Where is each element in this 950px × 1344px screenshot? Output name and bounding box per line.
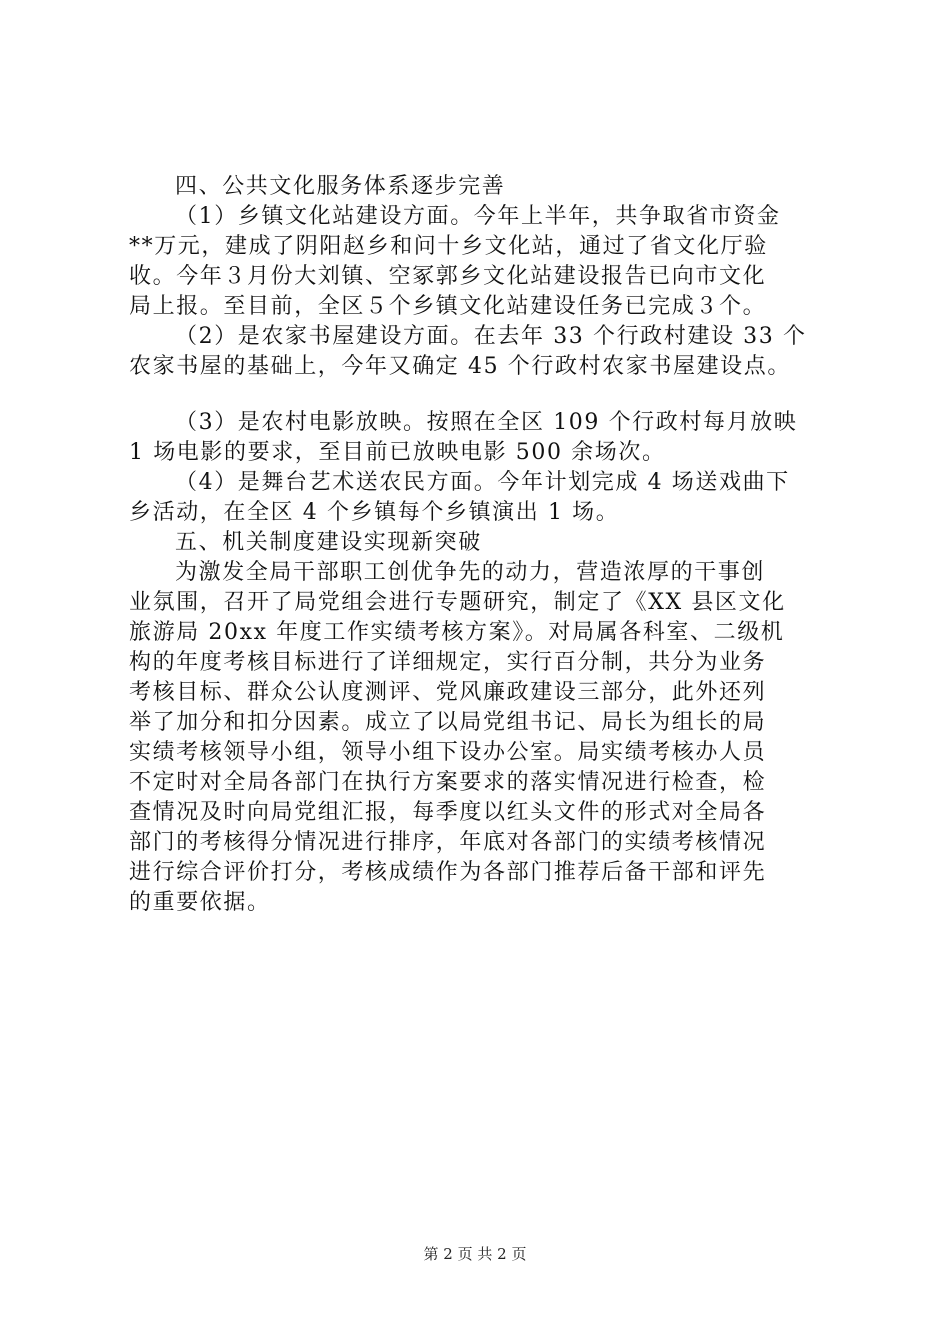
paragraph-line: 业氛围，召开了局党组会进行专题研究，制定了《XX 县区文化 (129, 590, 786, 615)
paragraph-line: 的重要依据。 (129, 890, 271, 915)
paragraph-line: 不定时对全局各部门在执行方案要求的落实情况进行检查，检 (129, 770, 767, 795)
paragraph-spacer (129, 382, 829, 408)
paragraph-line: （1）乡镇文化站建设方面。今年上半年，共争取省市资金 (175, 204, 781, 229)
section-heading-5: 五、机关制度建设实现新突破 (175, 530, 482, 555)
item-2-paragraph (129, 322, 829, 382)
paragraph-line: （3）是农村电影放映。按照在全区 109 个行政村每月放映 (175, 410, 798, 435)
section-5-paragraph (129, 558, 829, 918)
paragraph-line: 进行综合评价打分，考核成绩作为各部门推荐后备干部和评先 (129, 860, 767, 885)
paragraph-line: 举了加分和扣分因素。成立了以局党组书记、局长为组长的局 (129, 710, 767, 735)
paragraph-line: 为激发全局干部职工创优争先的动力，营造浓厚的干事创 (175, 560, 766, 585)
paragraph-line: **万元，建成了阴阳赵乡和问十乡文化站，通过了省文化厅验 (129, 234, 768, 259)
section-heading-4: 四、公共文化服务体系逐步完善 (175, 174, 506, 199)
page-footer (0, 1244, 950, 1264)
paragraph-line: 收。今年３月份大刘镇、空冢郭乡文化站建设报告已向市文化 (129, 264, 767, 289)
paragraph-line: 部门的考核得分情况进行排序，年底对各部门的实绩考核情况 (129, 830, 767, 855)
paragraph-line: 查情况及时向局党组汇报，每季度以红头文件的形式对全局各 (129, 800, 767, 825)
paragraph-line: 乡活动，在全区 4 个乡镇每个乡镇演出 1 场。 (129, 500, 620, 525)
paragraph-line: （2）是农家书屋建设方面。在去年 33 个行政村建设 33 个 (175, 324, 807, 349)
paragraph-line: 旅游局 20xx 年度工作实绩考核方案》。对局属各科室、二级机 (129, 620, 785, 645)
item-4-paragraph (129, 468, 829, 528)
paragraph-line: 局上报。至目前，全区５个乡镇文化站建设任务已完成３个。 (129, 294, 767, 319)
paragraph-line: 考核目标、群众公认度测评、党风廉政建设三部分，此外还列 (129, 680, 767, 705)
paragraph-line: 实绩考核领导小组，领导小组下设办公室。局实绩考核办人员 (129, 740, 767, 765)
paragraph-line: 构的年度考核目标进行了详细规定，实行百分制，共分为业务 (129, 650, 767, 675)
document-body (129, 172, 829, 918)
paragraph-line: （4）是舞台艺术送农民方面。今年计划完成 4 场送戏曲下 (175, 470, 790, 495)
item-3-paragraph (129, 408, 829, 468)
paragraph-line: 1 场电影的要求，至目前已放映电影 500 余场次。 (129, 440, 666, 465)
paragraph-line: 农家书屋的基础上，今年又确定 45 个行政村农家书屋建设点。 (129, 354, 791, 379)
page-number: 第 2 页 共 2 页 (423, 1245, 527, 1263)
item-1-paragraph (129, 202, 829, 322)
